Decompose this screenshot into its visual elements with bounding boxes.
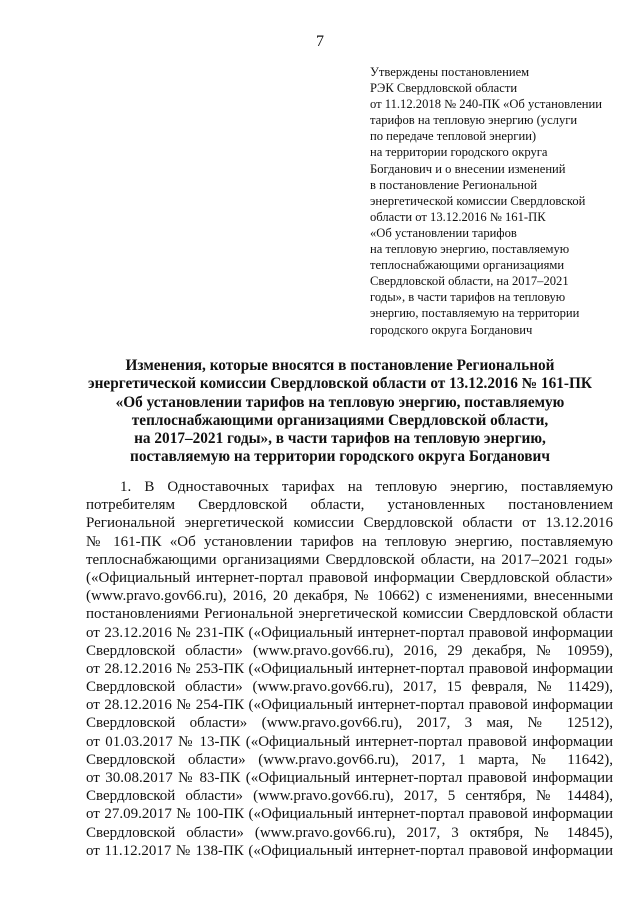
approval-block <box>370 64 632 338</box>
body-line: от 28.12.2016 № 253-ПК («Официальный интернет-портал правовой информации <box>86 660 613 677</box>
approval-line: годы», в части тарифов на тепловую <box>370 290 566 305</box>
approval-line: от 11.12.2018 № 240-ПК «Об установлении <box>370 97 603 112</box>
body-line: потребителям Свердловской области, установленных постановлением <box>86 497 613 514</box>
body-line: от 27.09.2017 № 100-ПК («Официальный интернет-портал правовой информации <box>86 806 613 823</box>
approval-line: на территории городского округа <box>370 145 548 160</box>
body-line: 1. В Одноставочных тарифах на тепловую энергию, поставляемую <box>120 479 613 495</box>
page-number: 7 <box>316 33 324 50</box>
approval-line: Свердловской области, на 2017–2021 <box>370 274 569 289</box>
body-line: Региональной энергетической комиссии Свердловской области от 13.12.2016 <box>86 515 613 532</box>
body-line: от 01.03.2017 № 13-ПК («Официальный интернет-портал правовой информации <box>86 733 613 750</box>
approval-line: «Об установлении тарифов <box>370 225 517 240</box>
approval-line: РЭК Свердловской области <box>370 81 518 96</box>
body-line: № 161-ПК «Об установлении тарифов на тепловую энергию, поставляемую <box>86 533 613 550</box>
approval-line: на тепловую энергию, поставляемую <box>370 242 570 257</box>
body-line: (www.pravo.gov66.ru), 2016, 20 декабря, № 10662) с изменениями, внесенными <box>86 588 613 605</box>
heading-line: энергетической комиссии Свердловской области от 13.12.2016 № 161-ПК <box>88 375 592 393</box>
document-heading <box>60 357 620 467</box>
body-line: теплоснабжающими организациями Свердловской области, на 2017–2021 годы» <box>86 551 613 568</box>
approval-line: области от 13.12.2016 № 161-ПК <box>370 209 546 224</box>
body-line: от 11.12.2017 № 138-ПК («Официальный интернет-портал правовой информации <box>86 842 613 859</box>
approval-line: по передаче тепловой энергии) <box>370 129 537 144</box>
body-line: Свердловской области» (www.pravo.gov66.ru), 2017, 5 сентября, № 14484), <box>86 788 613 805</box>
body-line: Свердловской области» (www.pravo.gov66.ru), 2017, 15 февраля, № 11429), <box>86 679 613 696</box>
body-line: постановлениями Региональной энергетической комиссии Свердловской области <box>86 606 613 623</box>
approval-line: Утверждены постановлением <box>370 65 530 79</box>
approval-line: Богданович и о внесении изменений <box>370 161 566 176</box>
body-line: от 28.12.2016 № 254-ПК («Официальный интернет-портал правовой информации <box>86 697 613 714</box>
body-paragraph <box>86 478 613 860</box>
approval-line: энергию, поставляемую на территории <box>370 306 580 321</box>
body-line: Свердловской области» (www.pravo.gov66.ru), 2017, 3 октября, № 14845), <box>86 824 613 841</box>
approval-line: энергетической комиссии Свердловской <box>370 193 586 208</box>
heading-line: «Об установлении тарифов на тепловую энергию, поставляемую <box>115 393 565 411</box>
approval-line: в постановление Региональной <box>370 177 538 192</box>
body-line: от 30.08.2017 № 83-ПК («Официальный интернет-портал правовой информации <box>86 770 613 786</box>
approval-line: городского округа Богданович <box>370 322 533 337</box>
body-line: от 23.12.2016 № 231-ПК («Официальный интернет-портал правовой информации <box>86 624 613 641</box>
approval-line: теплоснабжающими организациями <box>370 258 565 273</box>
heading-line: теплоснабжающими организациями Свердловской области, <box>131 411 549 429</box>
heading-line: на 2017–2021 годы», в части тарифов на тепловую энергию, <box>134 430 546 448</box>
heading-line: поставляемую на территории городского округа Богданович <box>130 448 550 466</box>
body-line: («Официальный интернет-портал правовой информации Свердловской области» <box>86 569 613 586</box>
approval-line: тарифов на тепловую энергию (услуги <box>370 113 578 128</box>
body-line: Свердловской области» (www.pravo.gov66.ru), 2016, 29 декабря, № 10959), <box>86 642 613 659</box>
heading-line: Изменения, которые вносятся в постановление Региональной <box>125 357 555 374</box>
body-line: Свердловской области» (www.pravo.gov66.ru), 2017, 3 мая, № 12512), <box>86 715 613 732</box>
body-line: Свердловской области» (www.pravo.gov66.ru), 2017, 1 марта, № 11642), <box>86 751 613 768</box>
